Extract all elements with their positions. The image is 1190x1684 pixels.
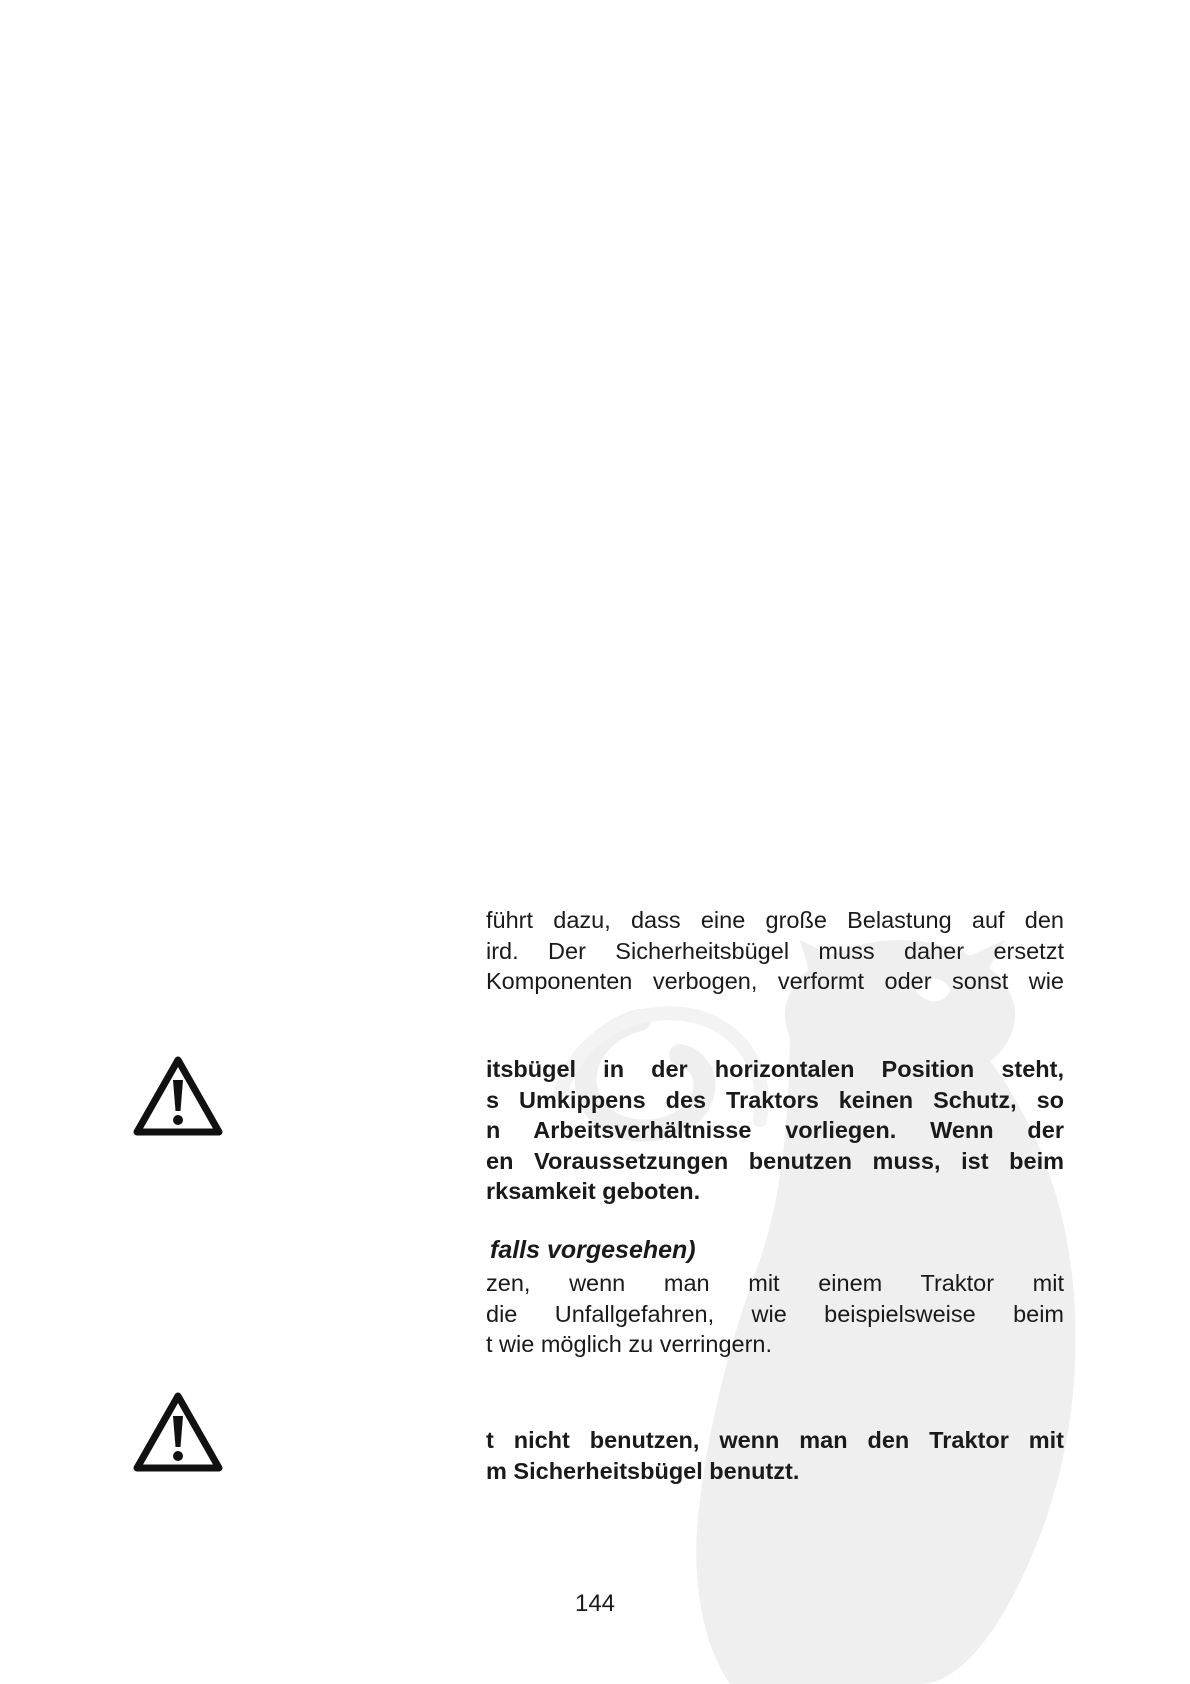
paragraph-2-line: zen, wenn man mit einem Traktor mit	[486, 1270, 1064, 1296]
warning-2-text	[486, 1425, 1064, 1486]
paragraph-2-line: t wie möglich zu verringern.	[486, 1331, 773, 1358]
warning-2-line: t nicht benutzen, wenn man den Traktor mit	[486, 1427, 1064, 1453]
paragraph-2	[486, 1268, 1064, 1360]
warning-triangle-icon	[132, 1054, 224, 1138]
section-heading: falls vorgesehen)	[490, 1236, 696, 1264]
page-number: 144	[574, 1590, 616, 1617]
warning-2-line: m Sicherheitsbügel benutzt.	[486, 1457, 800, 1484]
paragraph-1-line: führt dazu, dass eine große Belastung auf den	[486, 907, 1064, 933]
paragraph-2-line: die Unfallgefahren, wie beispielsweise beim	[486, 1300, 1064, 1327]
paragraph-1	[486, 905, 1064, 997]
warning-1-line: s Umkippens des Traktors keinen Schutz, so	[486, 1086, 1064, 1113]
warning-triangle-icon	[132, 1390, 224, 1474]
paragraph-1-line: Komponenten verbogen, verformt oder sonst wie	[486, 968, 1064, 995]
warning-1-line: en Voraussetzungen benutzen muss, ist beim	[486, 1147, 1064, 1174]
warning-1-line: rksamkeit geboten.	[486, 1178, 701, 1205]
warning-1-text	[486, 1054, 1064, 1207]
paragraph-1-line: ird. Der Sicherheitsbügel muss daher ersetzt	[486, 937, 1064, 964]
warning-1-line: itsbügel in der horizontalen Position steht,	[486, 1056, 1064, 1082]
warning-1-line: n Arbeitsverhältnisse vorliegen. Wenn der	[486, 1117, 1064, 1144]
